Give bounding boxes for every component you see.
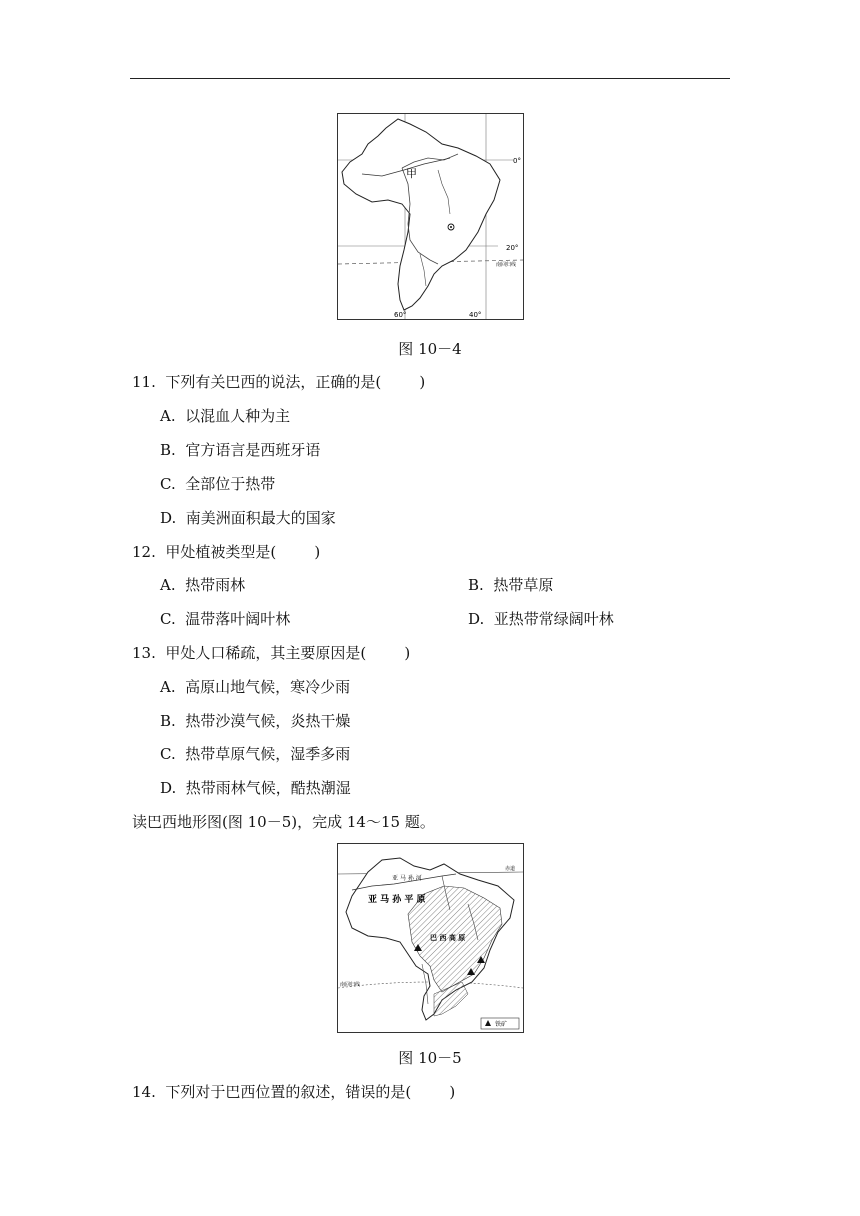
label-lon60: 60°: [394, 311, 407, 319]
q13-option-c: C. 热带草原气候，湿季多雨: [160, 745, 351, 763]
q11-option-a: A. 以混血人种为主: [160, 407, 291, 425]
label-amazon-plain: 亚 马 孙 平 原: [368, 895, 426, 905]
label-amazon-river: 亚 马 孙 河: [392, 875, 422, 882]
figure-10-5-caption: 图 10－5: [398, 1049, 462, 1067]
question-11: 11. 下列有关巴西的说法，正确的是( ): [132, 373, 426, 391]
q12-option-c: C. 温带落叶阔叶林: [160, 610, 291, 628]
label-lat20: 20°: [506, 244, 519, 252]
q13-option-d: D. 热带雨林气候，酷热潮湿: [160, 779, 351, 797]
figure-10-4-map: [337, 113, 524, 320]
header-rule: [130, 78, 730, 79]
q12-option-b: B. 热带草原: [468, 576, 554, 594]
q12-option-d: D. 亚热带常绿阔叶林: [468, 610, 614, 628]
legend-iron-ore-label: 铁矿: [495, 1021, 508, 1028]
q11-option-b: B. 官方语言是西班牙语: [160, 441, 321, 459]
q13-option-b: B. 热带沙漠气候，炎热干燥: [160, 712, 351, 730]
intro-text: 读巴西地形图(图 10－5)，完成 14～15 题。: [132, 813, 435, 831]
label-brazil-highland: 巴 西 高 原: [430, 934, 466, 942]
q13-option-a: A. 高原山地气候，寒冷少雨: [160, 678, 351, 696]
label-lat0: 0°: [513, 157, 521, 165]
q11-option-c: C. 全部位于热带: [160, 475, 276, 493]
continent-outline: [342, 119, 500, 310]
label-equator: 赤道: [505, 866, 516, 872]
figure-10-4-caption: 图 10－4: [398, 340, 462, 358]
q11-option-d: D. 南美洲面积最大的国家: [160, 509, 336, 527]
question-14: 14. 下列对于巴西位置的叙述，错误的是( ): [132, 1083, 456, 1101]
q12-option-a: A. 热带雨林: [160, 576, 246, 594]
label-tropic: 南回归线: [496, 262, 517, 268]
question-13: 13. 甲处人口稀疏，其主要原因是( ): [132, 644, 411, 662]
label-lon40: 40°: [469, 311, 482, 319]
label-tropic: 南回归线: [340, 982, 361, 988]
question-12: 12. 甲处植被类型是( ): [132, 543, 321, 561]
capital-dot: [450, 226, 452, 228]
label-jia: 甲: [406, 167, 417, 180]
figure-10-5-map: [337, 843, 524, 1033]
